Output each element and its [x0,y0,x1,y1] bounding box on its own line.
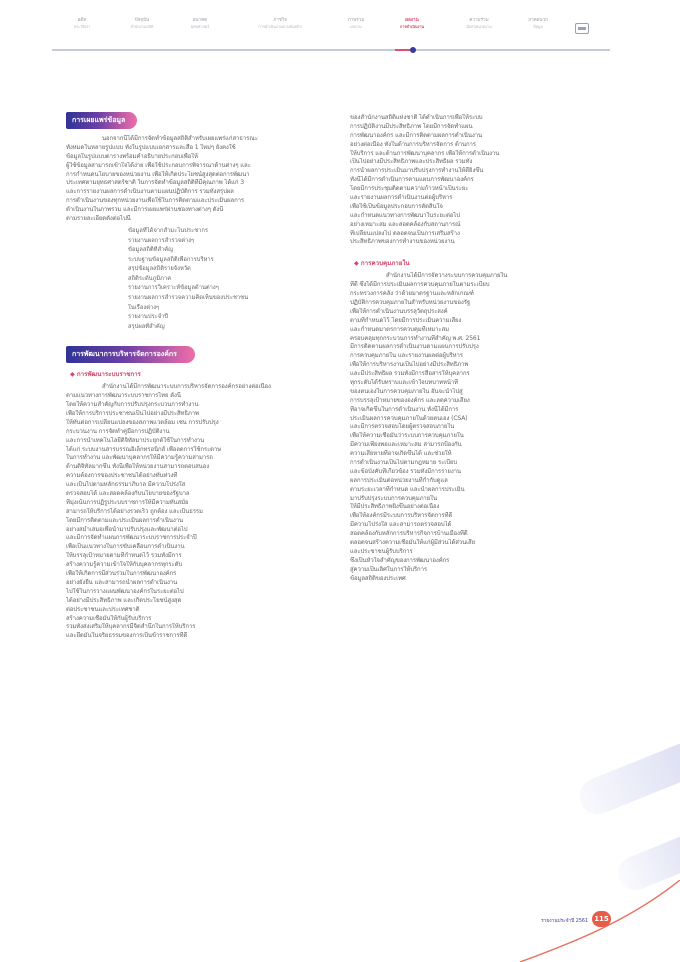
text-line: เพื่อให้ความเชื่อมั่นว่าระบบการควบคุมภายใน [350,432,464,440]
list-item: – รายงานประจำปี [128,313,336,323]
section-header-org-development: การพัฒนาการบริหารจัดการองค์กร [66,346,195,363]
text-line: เพื่อให้เกิดการมีส่วนร่วมในการพัฒนาองค์กร [66,570,177,578]
text-line: โดยให้ความสำคัญกับการปรับปรุงกระบวนการทำงาน [66,401,199,409]
footer-report-title: รายงานประจำปี 2561 [541,919,588,924]
text-line: ในการทำงาน และพัฒนาบุคลากรให้มีความรู้ความสามารถ [66,454,213,462]
nav-item[interactable] [60,18,104,30]
text-line: สร้างความเชื่อมั่นให้กับผู้รับบริการ [66,614,152,622]
text-line: การควบคุมภายใน และรายงานผลต่อผู้บริหาร [350,352,463,360]
nav-item[interactable] [516,18,560,30]
text-line: ผู้ใช้ข้อมูลสามารถเข้าใจได้ง่าย เพื่อใช้ประกอบการพิจารณาด้านต่างๆ และ [66,161,251,169]
internal-control-paragraph [350,272,620,583]
nav-item-sublabel: ผลงาน [350,24,362,29]
decorative-swoosh [574,726,680,819]
text-line: ตามระยะเวลาที่กำหนด และนำผลการประเมิน [350,485,465,493]
text-line: ที่เปลี่ยนแปลงไป ตลอดจนเป็นการเสริมสร้าง [350,229,460,237]
org-development-continued-paragraph [350,114,620,247]
text-line: ให้บรรลุเป้าหมายตามที่กำหนดไว้ รวมทั้งมีการ [66,552,182,560]
text-line: รวมทั้งส่งเสริมให้บุคลากรมีจิตสำนึกในการให้บริการ [66,623,196,631]
text-line: ให้มีประสิทธิภาพยิ่งขึ้นอย่างต่อเนื่อง [350,503,440,511]
text-line: สู่ความเป็นเลิศในการให้บริการ [350,565,427,573]
text-line: โดยมีการประชุมติดตามความก้าวหน้าเป็นระยะ [350,185,469,193]
text-line: และกำหนดแนวทางการพัฒนาในระยะต่อไป [350,211,460,219]
list-item: – รายงานการวิเคราะห์ข้อมูลด้านต่างๆ [128,284,336,294]
nav-item-sublabel: ข้อมูล [533,24,543,29]
text-line: ซึ่งเป็นหัวใจสำคัญของการพัฒนาองค์กร [350,556,450,564]
text-line: ได้แก่ ระบบงานสารบรรณอิเล็กทรอนิกส์ เพื่อลดการใช้กระดาษ [66,445,222,453]
text-line: เพื่อให้องค์กรมีระบบการบริหารจัดการที่ดี [350,512,453,520]
list-item: – รายงานผลการสำรวจความคิดเห็นของประชาชน [128,294,336,304]
text-line: มีความเพียงพอและเหมาะสม สามารถป้องกัน [350,441,462,449]
nav-item-sublabel: ยุทธศาสตร์ [190,24,210,29]
text-line: ตามรายละเอียดดังต่อไปนี้ [66,215,131,223]
text-line: เพื่อให้การบริหารงานเป็นไปอย่างมีประสิทธิภาพ [350,361,469,369]
nav-item-active[interactable] [384,18,440,30]
text-line: การดำเนินงานเป็นไปตามกฎหมาย ระเบียบ [350,458,458,466]
publication-paragraph [66,135,336,224]
text-line: ที่อาจเกิดขึ้นในการดำเนินงาน ทั้งนี้ได้มีการ [350,405,459,413]
text-line: ตามแนวทางการพัฒนาระบบราชการไทย ดังนี้ [66,392,181,400]
text-line: ความเสียหายที่อาจเกิดขึ้นได้ และช่วยให้ [350,450,452,458]
nav-item-sublabel: สำนักงานสถิติ [130,24,154,29]
text-line: เพื่อเป็นแนวทางในการขับเคลื่อนการดำเนินงาน [66,543,185,551]
text-line: ของสำนักงานสถิติแห่งชาติ ได้ดำเนินการเพื่อให้ระบบ [350,114,483,121]
text-line: ครอบคลุมทุกกระบวนการทำงานที่สำคัญ พ.ศ. 2561 [350,334,481,342]
text-line: และรายงานผลการดำเนินงานต่อผู้บริหาร [350,194,453,202]
text-line: สำนักงานได้มีการพัฒนาระบบการบริหารจัดการองค์กรอย่างต่อเนื่อง [102,383,271,391]
right-column [350,114,620,583]
top-navigation [52,18,612,38]
text-line: และเป็นไปตามหลักธรรมาภิบาล มีความโปร่งใส [66,481,186,489]
text-line: การพัฒนาองค์กร และมีการติดตามผลการดำเนินงาน [350,131,482,139]
text-line: เป็นไปอย่างมีประสิทธิภาพและประสิทธิผล รวมทั้ง [350,158,473,166]
list-item-continuation: ในเรื่องต่างๆ [128,304,160,311]
nav-item[interactable] [116,18,168,30]
text-line: ด้านดิจิทัลมากขึ้น ทั้งนี้เพื่อให้หน่วยงานสามารถตอบสนอง [66,463,210,471]
text-line: และกำหนดมาตรการควบคุมที่เหมาะสม [350,325,449,333]
publication-bullet-list [128,227,336,333]
text-line: และการนำเทคโนโลยีดิจิทัลมาประยุกต์ใช้ในการทำงาน [66,436,205,444]
text-line: ตลอดจนสร้างความเชื่อมั่นให้แก่ผู้มีส่วนได้ส่วนเสีย [350,538,476,546]
text-line: มาปรับปรุงระบบการควบคุมภายใน [350,494,437,502]
nav-item-label: ผลงาน [405,18,419,23]
text-line: สร้างความรู้ความเข้าใจให้กับบุคลากรทุกระดับ [66,561,183,569]
text-line: ปฏิบัติการควบคุมภายในสำหรับหน่วยงานของรัฐ [350,298,471,306]
nav-item-sublabel: ประวัติเรา [73,24,91,29]
text-line: และมีประสิทธิผล รวมทั้งมีการสื่อสารให้บุคลากร [350,370,470,378]
org-development-paragraph [66,383,336,641]
text-line: ตรวจสอบได้ และสอดคล้องกับนโยบายของรัฐบาล [66,490,190,498]
text-line: เพื่อให้การดำเนินงานบรรลุวัตถุประสงค์ [350,307,448,315]
text-line: และยึดมั่นในจริยธรรมของการเป็นข้าราชการที่ดี [66,632,188,640]
subsection-title: ◆ การพัฒนาระบบราชการ [70,371,141,379]
subsection-title: ◆ การควบคุมภายใน [354,260,410,268]
text-line: และการรายงานผลการดำเนินงานตามแผนปฏิบัติการ รวมทั้งสรุปผล [66,188,234,196]
text-line: การนำผลการประเมินมาปรับปรุงการทำงานให้ดียิ่งขึ้น [350,167,484,175]
text-line: ไปใช้ในการวางแผนพัฒนาองค์กรในระยะต่อไป [66,587,184,595]
nav-item-label: ความร่วม [469,18,489,23]
text-line: ทั้งหมดในหลายรูปแบบ ทั้งในรูปแบบเอกสารและสื่อ 1 ใหม่ๆ ยังคงใช้ [66,143,236,151]
page-number: 115 [592,911,611,927]
nav-item[interactable] [230,18,330,30]
text-line: ที่ดี ซึ่งได้มีการประเมินผลการควบคุมภายในตามระเบียบ [350,281,490,289]
text-line: การกำหนดนโยบายของหน่วยงาน เพื่อให้เกิดประโยชน์สูงสุดต่อการพัฒนา [66,170,250,178]
text-line: ตามที่กำหนดไว้ โดยมีการประเมินความเสี่ยง [350,316,462,324]
section-header-publication: การเผยแพร่ข้อมูล [66,112,137,129]
text-line: ทั้งนี้ได้มีการดำเนินการตามแผนการพัฒนาองค์กร [350,176,474,184]
list-item: – ข้อมูลที่ได้จากสำมะโนประชากร [128,227,336,237]
nav-item-sublabel: มือกับหน่วยงาน [466,24,492,29]
text-line: การบรรลุเป้าหมายขององค์กร และลดความเสี่ยง [350,396,470,404]
text-line: มีการติดตามผลการดำเนินงานตามแผนการปรับปรุง [350,343,479,351]
text-line: และประชาชนผู้รับบริการ [350,547,413,555]
text-line: ข้อมูลในรูปแบบตารางพร้อมคำอธิบายประกอบเพื่อให้ [66,152,198,160]
text-line: และมีการตรวจสอบโดยผู้ตรวจสอบภายใน [350,423,455,431]
text-line: โดยมีการติดตามและประเมินผลการดำเนินงาน [66,516,183,524]
nav-item-label: ปัจจุบัน [134,18,150,23]
text-line: สอดคล้องกับหลักการบริหารกิจการบ้านเมืองที่ดี [350,530,468,538]
text-line: อย่างเหมาะสม และสอดคล้องกับสถานการณ์ [350,220,461,228]
list-item: – สรุปข้อมูลสถิติรายจังหวัด [128,265,336,275]
list-item: – รายงานผลการสำรวจต่างๆ [128,237,336,247]
text-line: เพื่อให้การบริการประชาชนเป็นไปอย่างมีประสิทธิภาพ [66,410,199,418]
text-line: อย่างสม่ำเสมอเพื่อนำมาปรับปรุงและพัฒนาต่อไป [66,525,188,533]
text-line: ประเทศตามยุทธศาสตร์ชาติ ในการจัดทำข้อมูลสถิติที่มีคุณภาพ ได้แก่ 3 [66,179,244,187]
text-line: การปฏิบัติงานมีประสิทธิภาพ โดยมีการจัดทำแผน [350,122,473,130]
text-line: และมีการจัดทำแผนการพัฒนาระบบราชการประจำปี [66,534,197,542]
nav-item-sublabel: การดำเนินงานตามพันธกิจ [258,24,302,29]
text-line: นอกจากนี้ได้มีการจัดทำข้อมูลสถิติสำหรับเผยแพร่แก่สาธารณะ [102,135,258,142]
list-item: – ข้อมูลสถิติที่สำคัญ [128,246,336,256]
text-line: เพื่อใช้เป็นข้อมูลประกอบการตัดสินใจ [350,202,443,210]
nav-item-label: อดีต [77,18,87,23]
list-item: – ระบบฐานข้อมูลสถิติเพื่อการบริหาร [128,256,336,266]
text-line: ต่อประชาชนและประเทศชาติ [66,605,140,613]
text-line: มีความโปร่งใส และสามารถตรวจสอบได้ [350,521,452,529]
text-line: และข้อบังคับที่เกี่ยวข้อง รวมทั้งมีการรายงาน [350,467,461,475]
text-line: ข้อมูลสถิติของประเทศ [350,574,406,582]
text-line: ดำเนินงานในภาพรวม และมีการเผยแพร่ผ่านช่องทางต่างๆ ดังนี้ [66,206,224,214]
nav-item[interactable] [450,18,508,30]
text-line: การดำเนินงานของทุกหน่วยงานเพื่อใช้ในการติดตามและประเมินผลการ [66,197,245,205]
text-line: สำนักงานได้มีการจัดวางระบบการควบคุมภายใน [386,272,508,280]
nav-item-label: ภาคผนวก [528,18,548,23]
text-line: ความต้องการของประชาชนได้อย่างทันท่วงที [66,472,178,480]
text-line: ประสิทธิภาพของการทำงานของหน่วยงาน [350,238,455,246]
text-line: ผลการประเมินต่อหน่วยงานที่กำกับดูแล [350,476,448,484]
nav-item-sublabel: การดำเนินงาน [399,24,425,29]
nav-item-label: ภาพรวม [347,18,365,23]
text-line: ให้บริการ และด้านการพัฒนาบุคลากร เพื่อให้การดำเนินงาน [350,149,500,157]
text-line: ได้อย่างมีประสิทธิภาพ และเกิดประโยชน์สูงสุด [66,596,182,604]
text-line: อย่างยั่งยืน และสามารถนำผลการดำเนินงาน [66,578,178,586]
text-line: สามารถให้บริการได้อย่างรวดเร็ว ถูกต้อง และเป็นธรรม [66,507,203,515]
text-line: กระทรวงการคลัง ว่าด้วยมาตรฐานและหลักเกณฑ์ [350,290,474,298]
nav-item-label: ภารกิจ [273,18,287,23]
text-line: อย่างต่อเนื่อง ทั้งในด้านการบริหารจัดการ ด้านการ [350,140,476,148]
nav-progress-track [52,49,610,51]
text-line: ให้ทันต่อการเปลี่ยนแปลงของสภาพแวดล้อม เช่น การปรับปรุง [66,418,219,426]
text-line: ของตนเองในการควบคุมภายใน อันจะนำไปสู่ [350,387,463,395]
nav-item-label: อนาคต [192,18,208,23]
home-icon[interactable] [575,23,589,34]
left-column [66,112,336,641]
list-item: – สรุปผลที่สำคัญ [128,323,336,333]
text-line: ประเมินผลการควบคุมภายในด้วยตนเอง (CSA) [350,414,468,422]
nav-item[interactable] [336,18,376,30]
nav-item[interactable] [178,18,222,30]
text-line: ที่มุ่งเน้นการปฏิรูประบบราชการให้มีความทันสมัย [66,498,189,506]
text-line: ทุกระดับได้รับทราบและเข้าใจบทบาทหน้าที่ [350,378,458,386]
text-line: กระบวนงาน การจัดทำคู่มือการปฏิบัติงาน [66,427,170,435]
list-item: – สถิติระดับภูมิภาค [128,275,336,285]
nav-progress-marker [410,47,416,53]
